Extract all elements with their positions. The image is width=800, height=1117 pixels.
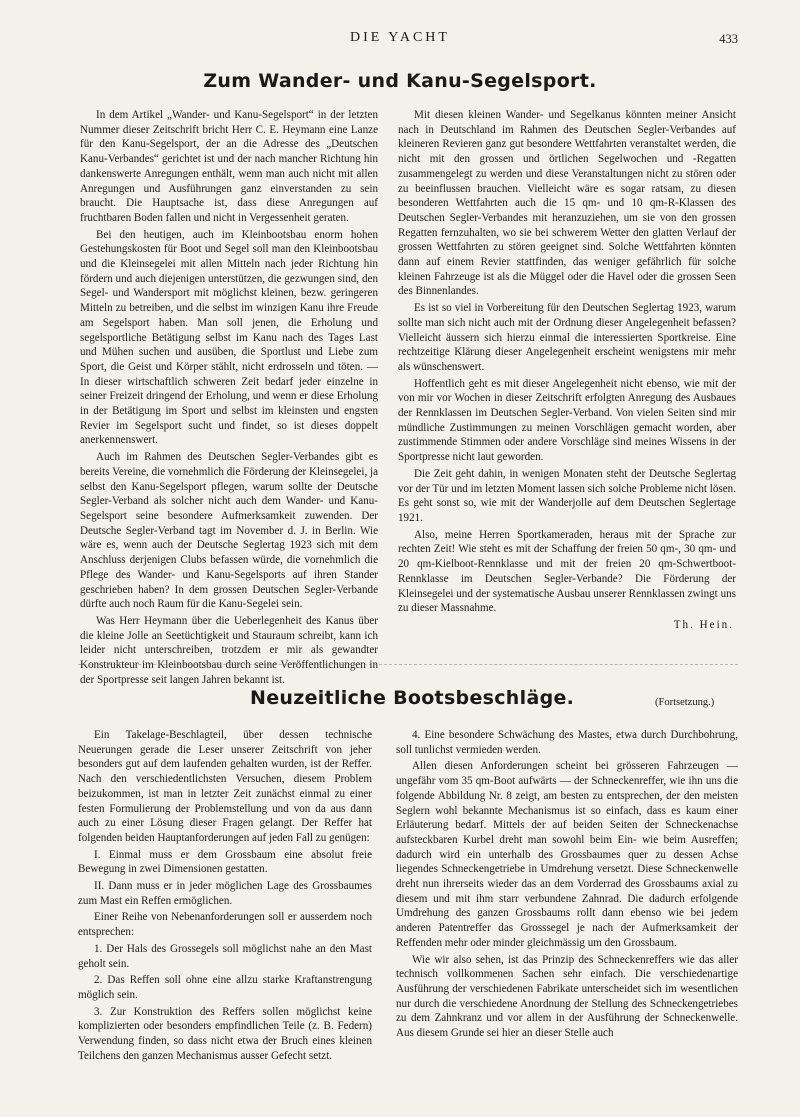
- article1-paragraph: Es ist so viel in Vorbereitung für den Deutschen Seglertag 1923, warum sollte man sich nicht auch mit der Ordnung dieser Angelegenheit befassen? Vielleicht äussern sich hierzu einmal die interessierten Sportkreise. Eine rechtzeitige Klärung dieser Angelegenheit erscheint wenigstens mir mehr als wünschenswert.: [398, 302, 736, 373]
- article1-signature: Th. Hein.: [673, 618, 734, 631]
- article1-paragraph: Die Zeit geht dahin, in wenigen Monaten steht der Deutsche Seglertag vor der Tür und im letzten Moment lassen sich solche Probleme nicht lösen. Es geht sonst so, wie mit der Wanderjolle auf dem Deutschen Seglertage 1921.: [398, 467, 736, 524]
- article2-paragraph: Wie wir also sehen, ist das Prinzip des Schneckenreffers wie das aller technisch vollkommenen Sachen sehr einfach. Die verschiedenartige Ausführung der verschiedenen Fabrikate unterscheidet sich im wesentlichen nur durch die verschiedene Anordnung der Stellung des Schneckengetriebes zu dem Zahnkranz und vor allem in der Ausführung der Schneckenwelle. Aus diesem Grunde sei hier an dieser Stelle auch: [396, 953, 738, 1040]
- article-divider: [78, 664, 738, 665]
- article1-column-left: [80, 108, 378, 689]
- article1-paragraph: Auch im Rahmen des Deutschen Segler-Verbandes gibt es bereits Vereine, die vornehmlich die Förderung der Kleinsegelei, ja selbst den Kanu-Segelsport pflegen, warum sollte der Deutsche Segler-Verband als solcher nicht auch dem Wander- und Kanu-Segelsport seine besondere Aufmerksamkeit zuwenden. Der Deutsche Segler-Verband tagt im November d. J. in Berlin. Wie wäre es, wenn auch der Deutsche Seglertag 1923 sich mit dem Anschluss derjenigen Clubs befassen würde, die vornehmlich die Pflege des Wander- und Kanu-Segelsports auf ihren Stander geschrieben haben? In dem grossen Deutschen Segler-Verbande dürfte auch noch Raum für die Kanu-Segelei sein.: [80, 451, 378, 611]
- article1-paragraph: Was Herr Heymann über die Ueberlegenheit des Kanus über die kleine Jolle an Seetüchtigkeit und Stauraum schreibt, kann ich leider nicht unterschreiben, trotzdem er mir als gewandter Konstrukteur im Kleinbootsbau durch seine Veröffentlichungen in der Sportpresse seit langen Jahren bekannt ist.: [80, 614, 378, 686]
- article1-column-right: [398, 108, 736, 633]
- article1-paragraph: Bei den heutigen, auch im Kleinbootsbau enorm hohen Gestehungskosten für Boot und Segel soll man den Kleinbootsbau und die Kleinsegelei mit allen Mitteln nach jeder Richtung hin fördern und auch diejenigen unterstützen, die gezwungen sind, den Segel- und Wandersport mit möglichst kleinen, bezw. geringeren Mitteln zu betreiben, und die selbst im winzigen Kanu ihre Freude am Segelsport haben. Man soll jenen, die Erholung und segelsportliche Betätigung selbst im Kanu nach des Tages Last und Mühen suchen und ausüben, die Sportlust und Liebe zum Sport, die Geist und Körper stählt, nicht erdrosseln und töten. — In dieser wirtschaftlich schweren Zeit bedarf jeder einzelne in seiner Freizeit dringend der Erholung, und wenn er diese Erholung in der Betätigung im Sport und selbst im kleinsten und engsten Revier im Segelsport sucht und findet, so ist dieses doppelt anerkennenswert.: [80, 228, 378, 447]
- article2-paragraph: Ein Takelage-Beschlagteil, über dessen technische Neuerungen gerade die Leser unserer Zeitschrift von jeher besonders gut auf dem laufenden gehalten wurden, ist der Reffer. Nach den verschiedentlichsten Versuchen, diesem Problem beizukommen, ist man in letzter Zeit zunächst einmal zu einer festen Formulierung der Problemstellung und von da aus dann auch zu einer Lösung dieser Fragen gelangt. Der Reffer hat folgenden beiden Hauptanforderungen auf jeden Fall zu genügen:: [78, 729, 372, 844]
- article1-paragraph: Also, meine Herren Sportkameraden, heraus mit der Sprache zur rechten Zeit! Wie steht es mit der Schaffung der freien 50 qm-, 30 qm- und 20 qm-Kielboot-Rennklasse und mit der freien 20 qm-Schwertboot-Rennklasse im Deutschen Segler-Verbande? Die Förderung der Kleinsegelei und der systematische Ausbau unserer Rennklassen zwingt uns zu dieser Massnahme.: [398, 528, 736, 615]
- article-title-bootsbeschlaege: Neuzeitliche Bootsbeschläge.: [250, 687, 575, 709]
- continuation-note: (Fortsetzung.): [655, 697, 715, 708]
- article2-column-right: [396, 728, 738, 1043]
- article1-paragraph: Mit diesen kleinen Wander- und Segelkanus könnten meiner Ansicht nach in Deutschland im Rahmen des Deutschen Segler-Verbandes auf kleineren Revieren ganz gut besondere Wettfahrten veranstaltet werden, die nicht mit den grossen und örtlichen Segelwochen und -Regatten zusammengelegt zu werden und diese Veranstaltungen nicht zu stören oder zu beeinflussen brauchen. Vielleicht wäre es sogar ratsam, zu diesen besonderen Wettfahrten auch die 15 qm- und 10 qm-R-Klassen des Deutschen Segler-Verbandes mit heranzuziehen, um sie von den grossen Regatten fernzuhalten, wo sie bei schwerem Wetter den glatten Verlauf der grossen Wettfahrten zu stören geeignet sind. Solche Wettfahrten könnten dann auf einem Revier stattfinden, das weniger gefährlich für solche kleinen Fahrzeuge ist als die Müggel oder die Havel oder die grossen Seen des Binnenlandes.: [398, 109, 736, 298]
- article2-paragraph: 4. Eine besondere Schwächung des Mastes, etwa durch Durchbohrung, soll tunlichst vermieden werden.: [396, 729, 738, 756]
- article2-paragraph: II. Dann muss er in jeder möglichen Lage des Grossbaumes zum Mast ein Reffen ermöglichen.: [78, 880, 372, 907]
- article-title-wander-kanu: Zum Wander- und Kanu-Segelsport.: [203, 70, 597, 92]
- article2-paragraph: 3. Zur Konstruktion des Reffers sollen möglichst keine komplizierten oder besonders empfindlichen Teile (z. B. Federn) Verwendung finden, so dass nicht etwa der Bruch eines kleinen Teilchens den ganzen Mechanismus ausser Gefecht setzt.: [78, 1005, 372, 1062]
- running-head: DIE YACHT: [350, 30, 450, 45]
- article1-paragraph: In dem Artikel „Wander- und Kanu-Segelsport“ in der letzten Nummer dieser Zeitschrift bricht Herr C. E. Heymann eine Lanze für den Kanu-Segelsport, der an die Adresse des „Deutschen Kanu-Verbandes“ gerichtet ist und der nach mancher Richtung hin dankenswerte Anregungen enthält, wenn man auch nicht mit allen Anregungen und Ausführungen ganz einverstanden zu sein braucht. Die Hauptsache ist, dass diese Anregungen auf fruchtbaren Boden fallen und nicht in Vergessenheit geraten.: [80, 109, 378, 224]
- article1-paragraph: Hoffentlich geht es mit dieser Angelegenheit nicht ebenso, wie mit der von mir vor Wochen in dieser Zeitschrift erfolgten Anregung des Ausbaues der Rennklassen im Deutschen Segler-Verband. Von vielen Seiten sind mir mündliche Zustimmungen zu meinen Vorschlägen gemacht worden, aber zustimmende Stimmen oder andere Vorschläge sind meines Wissens in der Sportpresse nicht laut geworden.: [398, 377, 736, 464]
- article2-paragraph: Einer Reihe von Nebenanforderungen soll er ausserdem noch entsprechen:: [78, 911, 372, 939]
- article2-paragraph: Allen diesen Anforderungen scheint bei grösseren Fahrzeugen — ungefähr vom 35 qm-Boot aufwärts — der Schneckenreffer, wie ihn uns die folgende Abbildung Nr. 8 zeigt, am besten zu entsprechen, der den meisten Seglern wohl bekannte Mechanismus ist so einfach, dass es kaum einer Erläuterung bedarf. Mittels der auf beiden Seiten der Schneckenachse aufsteckbaren Kurbel dreht man sowohl beim Ein- wie beim Ausreffen; dadurch wird ein unterhalb des Grossbaumes quer zu dessen Achse liegendes Schneckengetriebe in Umdrehung versetzt. Diese Schneckenwelle dreht nun ihrerseits wieder das an dem Vorderrad des Grossbaums axial zu diesem und mit ihm starr verbundene Zahnrad. Die dadurch erfolgende Umdrehung des ganzen Grossbaums rollt dann ebenso wie bei jedem anderen Patentreffer das Grosssegel je nach der Aufmerksamkeit der Reffenden mehr oder minder gleichmässig um den Grossbaum.: [396, 760, 738, 949]
- article2-paragraph: 1. Der Hals des Grossegels soll möglichst nahe an den Mast geholt sein.: [78, 942, 372, 970]
- article2-paragraph: I. Einmal muss er dem Grossbaum eine absolut freie Bewegung in zwei Dimensionen gestatten.: [78, 848, 372, 876]
- article2-paragraph: 2. Das Reffen soll ohne eine allzu starke Kraftanstrengung möglich sein.: [78, 974, 372, 1001]
- article2-column-left: [78, 728, 372, 1065]
- page-number: 433: [719, 32, 738, 46]
